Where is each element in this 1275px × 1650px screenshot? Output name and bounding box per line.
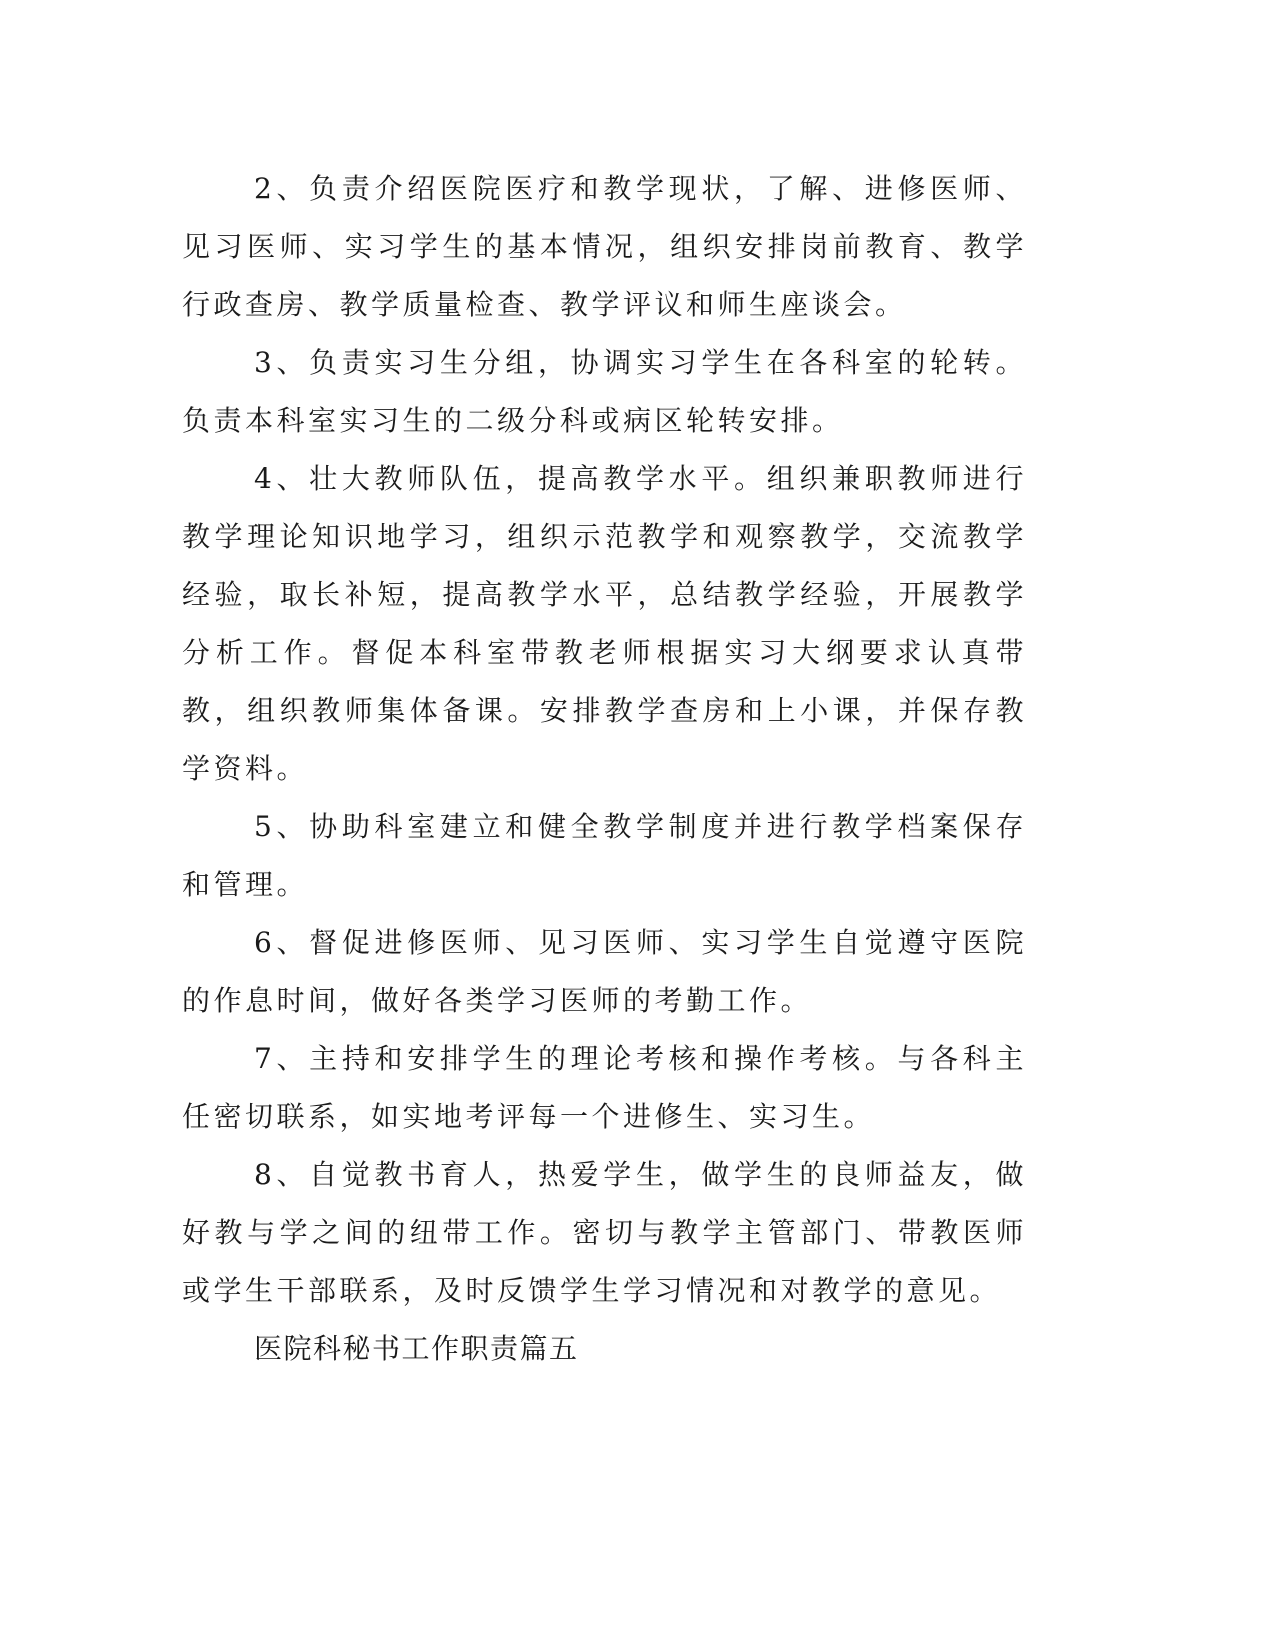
document-body [182, 160, 1027, 1378]
paragraph-item-7: 7、主持和安排学生的理论考核和操作考核。与各科主任密切联系，如实地考评每一个进修生、实习生。 [182, 1042, 1027, 1133]
paragraph-item-2: 2、负责介绍医院医疗和教学现状，了解、进修医师、见习医师、实习学生的基本情况，组织安排岗前教育、教学行政查房、教学质量检查、教学评议和师生座谈会。 [182, 172, 1027, 321]
paragraph-item-8: 8、自觉教书育人，热爱学生，做学生的良师益友，做好教与学之间的纽带工作。密切与教学主管部门、带教医师或学生干部联系，及时反馈学生学习情况和对教学的意见。 [182, 1158, 1027, 1307]
paragraph-item-6: 6、督促进修医师、见习医师、实习学生自觉遵守医院的作息时间，做好各类学习医师的考勤工作。 [182, 926, 1027, 1017]
section-heading: 医院科秘书工作职责篇五 [254, 1332, 579, 1365]
paragraph-item-3: 3、负责实习生分组，协调实习学生在各科室的轮转。负责本科室实习生的二级分科或病区轮转安排。 [182, 346, 1027, 437]
paragraph-item-4: 4、壮大教师队伍，提高教学水平。组织兼职教师进行教学理论知识地学习，组织示范教学和观察教学，交流教学经验，取长补短，提高教学水平，总结教学经验，开展教学分析工作。督促本科室带教老师根据实习大纲要求认真带教，组织教师集体备课。安排教学查房和上小课，并保存教学资料。 [182, 462, 1027, 785]
paragraph-item-5: 5、协助科室建立和健全教学制度并进行教学档案保存和管理。 [182, 810, 1027, 901]
